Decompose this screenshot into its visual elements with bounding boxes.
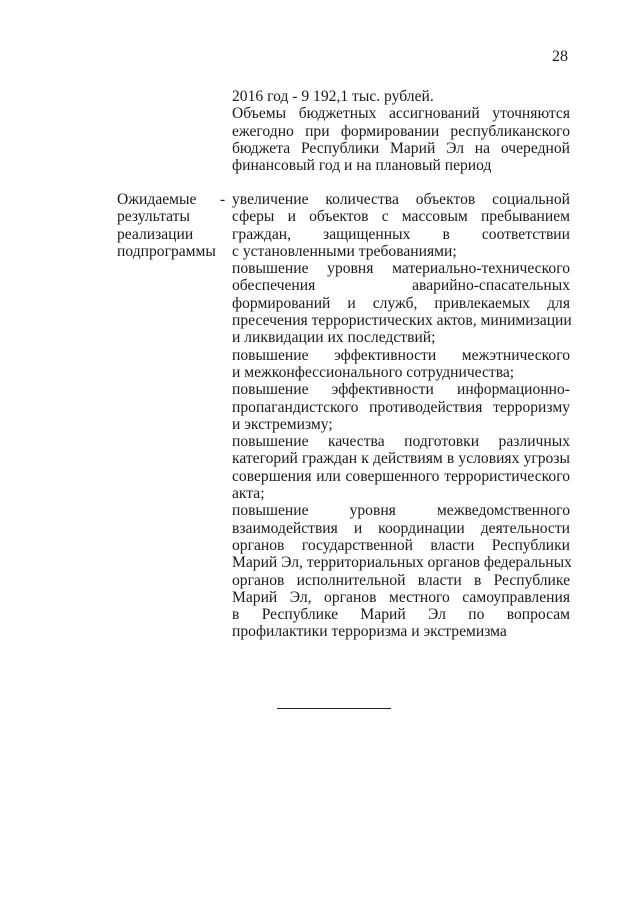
text-line: граждан, защищенных в соответствии <box>232 225 570 243</box>
label-line: результаты <box>117 208 190 226</box>
text-line: повышение уровня материально-технического <box>232 260 570 278</box>
text-line: Объемы бюджетных ассигнований уточняются <box>232 105 570 123</box>
text-line: формирований и служб, привлекаемых для <box>232 294 570 312</box>
text-line: и экстремизму; <box>232 415 333 433</box>
text-line: 2016 год - 9 192,1 тыс. рублей. <box>232 88 434 105</box>
page-number: 28 <box>552 48 568 65</box>
text-line: Марий Эл, органов местного самоуправления <box>232 588 570 606</box>
section-label <box>117 191 216 260</box>
text-line: взаимодействия и координации деятельности <box>232 519 570 537</box>
text-line: с установленными требованиями; <box>232 242 457 260</box>
label-line: Ожидаемые <box>117 191 197 208</box>
text-line: обеспечения аварийно-спасательных <box>232 277 570 295</box>
text-line: категорий граждан к действиям в условиях угрозы <box>232 450 570 468</box>
label-line: реализации <box>117 225 194 243</box>
label-line: подпрограммы <box>117 242 216 260</box>
closing-rule <box>277 708 391 709</box>
text-line: акта; <box>232 485 265 503</box>
text-line: и межконфессионального сотрудничества; <box>232 363 515 381</box>
text-line: повышение эффективности межэтнического <box>232 346 570 364</box>
budget-text <box>232 88 570 174</box>
text-line: повышение уровня межведомственного <box>232 502 570 520</box>
text-line: повышение качества подготовки различных <box>232 433 570 451</box>
dash-separator: - <box>220 191 226 208</box>
text-line: профилактики терроризма и экстремизма <box>232 623 507 641</box>
text-line: увеличение количества объектов социальной <box>232 191 570 208</box>
expected-results-text <box>232 191 570 641</box>
text-line: бюджета Республики Марий Эл на очередной <box>232 139 570 157</box>
text-line: органов исполнительной власти в Республике <box>232 571 570 589</box>
text-line: в Республике Марий Эл по вопросам <box>232 606 570 624</box>
text-line: повышение эффективности информационно- <box>232 381 570 399</box>
text-line: финансовый год и на плановый период <box>232 157 492 175</box>
text-line: и ликвидации их последствий; <box>232 329 436 347</box>
text-line: пресечения террористических актов, минимизации <box>232 312 572 330</box>
text-line: сферы и объектов с массовым пребыванием <box>232 208 570 226</box>
text-line: Марий Эл, территориальных органов федеральных <box>232 554 572 572</box>
text-line: совершения или совершенного террористического <box>232 467 570 485</box>
text-line: пропагандистского противодействия терроризму <box>232 398 570 416</box>
text-line: органов государственной власти Республики <box>232 536 570 554</box>
text-line: ежегодно при формировании республиканского <box>232 122 570 140</box>
